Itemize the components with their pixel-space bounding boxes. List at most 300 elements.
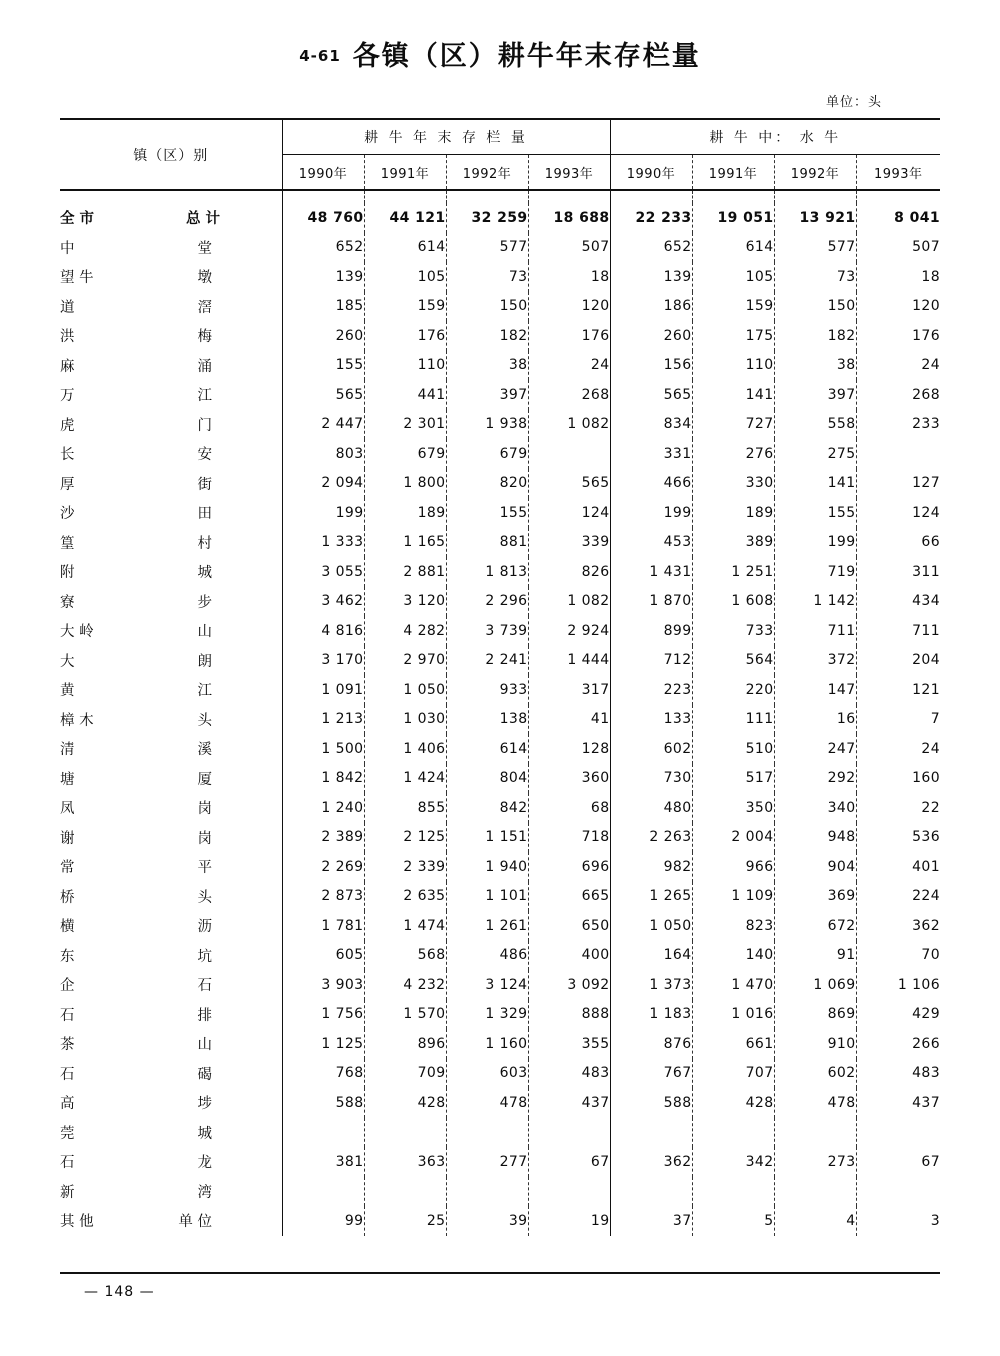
table-row-total	[60, 203, 940, 233]
table-number: 4-61	[299, 47, 341, 65]
cell-1993b: 24	[856, 351, 940, 381]
cell-1991b: 614	[692, 233, 774, 263]
cell-1991b: 428	[692, 1088, 774, 1118]
cell-1993b: 437	[856, 1088, 940, 1118]
cell-1993a: 665	[528, 882, 610, 912]
cell-1992b: 199	[774, 528, 856, 558]
row-label-left: 虎	[60, 417, 75, 434]
cell-1990b: 1 265	[610, 882, 692, 912]
row-label-right: 总 计	[185, 211, 220, 228]
cell-1993a: 437	[528, 1088, 610, 1118]
row-label-left: 寮	[60, 594, 75, 611]
group-header-1: 耕 牛 中： 水 牛	[610, 119, 940, 155]
cell-1992a: 39	[446, 1206, 528, 1236]
row-label	[60, 734, 282, 764]
cell-1993a: 3 092	[528, 970, 610, 1000]
cell-1990a: 1 125	[282, 1029, 364, 1059]
cell-1993b: 536	[856, 823, 940, 853]
table-row	[60, 410, 940, 440]
cell-1990b: 652	[610, 233, 692, 263]
cell-1990b: 1 373	[610, 970, 692, 1000]
row-label-left: 凤	[60, 801, 75, 818]
cell-1992b: 1 142	[774, 587, 856, 617]
cell-total-1992b: 13 921	[774, 203, 856, 233]
row-label-right: 城	[197, 1125, 212, 1142]
cell-1990b: 899	[610, 616, 692, 646]
row-label-left: 高	[60, 1096, 75, 1113]
cell-1992a: 820	[446, 469, 528, 499]
cell-total-1991a: 44 121	[364, 203, 446, 233]
cell-1990b: 362	[610, 1147, 692, 1177]
row-label	[60, 941, 282, 971]
row-label-left: 横	[60, 919, 75, 936]
row-label-right: 岗	[197, 801, 212, 818]
cell-1993a: 507	[528, 233, 610, 263]
footer	[60, 1272, 940, 1300]
cell-1992a: 38	[446, 351, 528, 381]
table-row	[60, 498, 940, 528]
table-row	[60, 970, 940, 1000]
cell-1990b: 982	[610, 852, 692, 882]
row-label-left: 沙	[60, 506, 75, 523]
year-header-1992a: 1992年	[446, 155, 528, 191]
cell-1990a: 3 170	[282, 646, 364, 676]
year-header-1991b: 1991年	[692, 155, 774, 191]
table-row	[60, 675, 940, 705]
row-label-right: 墩	[197, 270, 212, 287]
stub-header: 镇（区）别	[60, 119, 282, 190]
cell-1990a: 1 781	[282, 911, 364, 941]
cell-1993a: 120	[528, 292, 610, 322]
cell-1993a: 317	[528, 675, 610, 705]
cell-1992a: 478	[446, 1088, 528, 1118]
cell-1990a: 139	[282, 262, 364, 292]
cell-1991a: 105	[364, 262, 446, 292]
cell-1990b: 186	[610, 292, 692, 322]
row-label-left: 石	[60, 1007, 75, 1024]
cell-1992b: 904	[774, 852, 856, 882]
unit-note: 单位：头	[825, 95, 882, 110]
row-label-left: 桥	[60, 889, 75, 906]
cell-1990b: 139	[610, 262, 692, 292]
cell-1991a: 855	[364, 793, 446, 823]
cell-1991b: 510	[692, 734, 774, 764]
row-label	[60, 852, 282, 882]
cell-1991a: 3 120	[364, 587, 446, 617]
cell-1992b: 672	[774, 911, 856, 941]
cell-total-1991b: 19 051	[692, 203, 774, 233]
cell-1992b: 16	[774, 705, 856, 735]
cell-1993a	[528, 1118, 610, 1148]
table-row	[60, 1177, 940, 1207]
cell-1990a: 2 873	[282, 882, 364, 912]
table-row	[60, 793, 940, 823]
row-label	[60, 1059, 282, 1089]
cell-1993a: 128	[528, 734, 610, 764]
cell-1992b: 602	[774, 1059, 856, 1089]
page-title: 各镇（区）耕牛年末存栏量	[352, 41, 701, 72]
cell-1991b: 5	[692, 1206, 774, 1236]
cell-1992a	[446, 1177, 528, 1207]
cell-1993a: 1 082	[528, 410, 610, 440]
row-label-left: 篁	[60, 535, 75, 552]
cell-1993a: 650	[528, 911, 610, 941]
cell-1992b	[774, 1118, 856, 1148]
cell-1992a: 1 160	[446, 1029, 528, 1059]
cell-1993b: 1 106	[856, 970, 940, 1000]
cell-1993a: 18	[528, 262, 610, 292]
row-label	[60, 970, 282, 1000]
cell-1992b: 558	[774, 410, 856, 440]
cell-1993a: 176	[528, 321, 610, 351]
header-group-row	[60, 119, 940, 155]
cell-1991a: 4 282	[364, 616, 446, 646]
row-label	[60, 557, 282, 587]
cell-1990a: 1 842	[282, 764, 364, 794]
cell-1993a: 400	[528, 941, 610, 971]
row-label-right: 坑	[197, 948, 212, 965]
cell-1992b: 273	[774, 1147, 856, 1177]
cell-1991b: 140	[692, 941, 774, 971]
cell-1991a: 1 570	[364, 1000, 446, 1030]
row-label-right: 门	[197, 417, 212, 434]
cell-1991b: 1 251	[692, 557, 774, 587]
cell-1992b: 948	[774, 823, 856, 853]
cell-1991b: 330	[692, 469, 774, 499]
cell-1991b: 1 109	[692, 882, 774, 912]
cell-1991b: 823	[692, 911, 774, 941]
cell-1991b: 342	[692, 1147, 774, 1177]
cell-1993b: 266	[856, 1029, 940, 1059]
row-label-right: 厦	[197, 771, 212, 788]
cell-1993a: 826	[528, 557, 610, 587]
cell-1991a: 709	[364, 1059, 446, 1089]
cell-1992a	[446, 1118, 528, 1148]
cell-1993a: 2 924	[528, 616, 610, 646]
row-label	[60, 705, 282, 735]
row-label	[60, 528, 282, 558]
cell-1991a: 2 339	[364, 852, 446, 882]
rule-c7	[774, 190, 856, 203]
row-label	[60, 764, 282, 794]
row-label	[60, 1000, 282, 1030]
row-label-left: 茶	[60, 1037, 75, 1054]
row-label-right: 梅	[197, 329, 212, 346]
cell-1990b: 1 050	[610, 911, 692, 941]
cell-1992b: 372	[774, 646, 856, 676]
cell-1991b: 111	[692, 705, 774, 735]
cell-1990b	[610, 1118, 692, 1148]
cell-1992b: 141	[774, 469, 856, 499]
cell-1990a: 2 094	[282, 469, 364, 499]
cell-1993b: 124	[856, 498, 940, 528]
table-row	[60, 351, 940, 381]
row-label-left: 常	[60, 860, 75, 877]
row-label	[60, 1147, 282, 1177]
data-table	[60, 118, 940, 1236]
cell-1992a: 486	[446, 941, 528, 971]
cell-1991a: 2 635	[364, 882, 446, 912]
row-label-right: 排	[197, 1007, 212, 1024]
year-header-1991a: 1991年	[364, 155, 446, 191]
cell-1992a: 1 101	[446, 882, 528, 912]
row-label	[60, 321, 282, 351]
year-header-1993a: 1993年	[528, 155, 610, 191]
row-label-right: 平	[197, 860, 212, 877]
cell-1990a: 588	[282, 1088, 364, 1118]
cell-1992a: 1 813	[446, 557, 528, 587]
cell-1990a: 1 756	[282, 1000, 364, 1030]
cell-1993a: 888	[528, 1000, 610, 1030]
cell-1991b: 661	[692, 1029, 774, 1059]
row-label-left: 大	[60, 653, 75, 670]
row-label-right: 城	[197, 565, 212, 582]
cell-1993a: 41	[528, 705, 610, 735]
row-label	[60, 1029, 282, 1059]
cell-1991a: 1 800	[364, 469, 446, 499]
table-row	[60, 469, 940, 499]
cell-1992a: 138	[446, 705, 528, 735]
row-label-left: 黄	[60, 683, 75, 700]
table-row	[60, 439, 940, 469]
cell-1991b: 564	[692, 646, 774, 676]
table-row	[60, 1029, 940, 1059]
cell-1993b: 18	[856, 262, 940, 292]
cell-1991a	[364, 1177, 446, 1207]
table-row	[60, 823, 940, 853]
row-label-left: 望 牛	[60, 270, 94, 287]
cell-1993b	[856, 1177, 940, 1207]
table-row	[60, 734, 940, 764]
row-label	[60, 911, 282, 941]
cell-1991b: 727	[692, 410, 774, 440]
cell-1992b: 73	[774, 262, 856, 292]
row-label-left: 其 他	[60, 1214, 94, 1231]
cell-1992b: 910	[774, 1029, 856, 1059]
row-label-left: 洪	[60, 329, 75, 346]
cell-1990b: 876	[610, 1029, 692, 1059]
rule-c4	[528, 190, 610, 203]
row-label-left: 附	[60, 565, 75, 582]
cell-1993b: 66	[856, 528, 940, 558]
cell-1990b: 588	[610, 1088, 692, 1118]
cell-1993b	[856, 439, 940, 469]
cell-1992a: 933	[446, 675, 528, 705]
cell-1991b: 966	[692, 852, 774, 882]
cell-1993b: 224	[856, 882, 940, 912]
row-label-right: 山	[197, 1037, 212, 1054]
cell-1990b: 2 263	[610, 823, 692, 853]
table-row	[60, 557, 940, 587]
row-label-left: 谢	[60, 830, 75, 847]
page	[0, 34, 1000, 1356]
cell-1990b: 133	[610, 705, 692, 735]
cell-1993b: 483	[856, 1059, 940, 1089]
cell-1992a: 679	[446, 439, 528, 469]
cell-1990a: 4 816	[282, 616, 364, 646]
cell-1990a	[282, 1177, 364, 1207]
rule-c5	[610, 190, 692, 203]
cell-1992b: 397	[774, 380, 856, 410]
cell-1990b: 480	[610, 793, 692, 823]
row-label-right: 安	[197, 447, 212, 464]
cell-1993b: 70	[856, 941, 940, 971]
cell-1991a: 896	[364, 1029, 446, 1059]
row-label	[60, 1206, 282, 1236]
row-label-right: 头	[197, 712, 212, 729]
row-label	[60, 793, 282, 823]
cell-1992b: 719	[774, 557, 856, 587]
cell-1990a: 3 055	[282, 557, 364, 587]
cell-1991a: 110	[364, 351, 446, 381]
cell-1991b	[692, 1118, 774, 1148]
cell-1993a	[528, 439, 610, 469]
cell-1992a: 277	[446, 1147, 528, 1177]
cell-1992b: 38	[774, 351, 856, 381]
cell-1990b: 199	[610, 498, 692, 528]
cell-1990a: 3 462	[282, 587, 364, 617]
table-row	[60, 1118, 940, 1148]
cell-1990a: 2 269	[282, 852, 364, 882]
row-label	[60, 262, 282, 292]
table-row	[60, 380, 940, 410]
cell-1991a: 2 881	[364, 557, 446, 587]
cell-1992a: 2 296	[446, 587, 528, 617]
cell-1991a: 1 406	[364, 734, 446, 764]
cell-1990b: 1 431	[610, 557, 692, 587]
table-row	[60, 911, 940, 941]
cell-1992a: 1 938	[446, 410, 528, 440]
cell-1990b: 260	[610, 321, 692, 351]
row-label	[60, 292, 282, 322]
cell-1992b: 711	[774, 616, 856, 646]
cell-1990a: 199	[282, 498, 364, 528]
year-header-1990a: 1990年	[282, 155, 364, 191]
table-row	[60, 616, 940, 646]
row-label	[60, 616, 282, 646]
cell-1993a: 483	[528, 1059, 610, 1089]
rule-stub	[60, 190, 282, 203]
cell-1993a: 1 082	[528, 587, 610, 617]
cell-1992a: 2 241	[446, 646, 528, 676]
cell-1991b: 1 470	[692, 970, 774, 1000]
cell-1991b: 276	[692, 439, 774, 469]
cell-1992a: 577	[446, 233, 528, 263]
table-row	[60, 587, 940, 617]
year-header-1990b: 1990年	[610, 155, 692, 191]
cell-1992b: 340	[774, 793, 856, 823]
cell-1993a: 268	[528, 380, 610, 410]
row-label	[60, 233, 282, 263]
cell-1991a: 2 970	[364, 646, 446, 676]
table-row	[60, 528, 940, 558]
cell-1991a	[364, 1118, 446, 1148]
cell-1992a: 3 124	[446, 970, 528, 1000]
cell-1990a: 3 903	[282, 970, 364, 1000]
cell-1991b: 110	[692, 351, 774, 381]
cell-1990b: 223	[610, 675, 692, 705]
cell-1990a: 803	[282, 439, 364, 469]
cell-1992a: 1 329	[446, 1000, 528, 1030]
cell-1990a: 2 389	[282, 823, 364, 853]
row-label	[60, 351, 282, 381]
header-bottom-rule	[60, 190, 940, 203]
rule-c3	[446, 190, 528, 203]
cell-1990b: 453	[610, 528, 692, 558]
cell-1992b: 91	[774, 941, 856, 971]
cell-1992a: 397	[446, 380, 528, 410]
cell-1993a: 696	[528, 852, 610, 882]
cell-1992b: 478	[774, 1088, 856, 1118]
cell-1991a: 189	[364, 498, 446, 528]
year-header-1993b: 1993年	[856, 155, 940, 191]
cell-1993b: 711	[856, 616, 940, 646]
row-label	[60, 882, 282, 912]
row-label-left: 道	[60, 299, 75, 316]
table-row	[60, 292, 940, 322]
row-label-right: 江	[197, 683, 212, 700]
table-row	[60, 1059, 940, 1089]
cell-1993b: 67	[856, 1147, 940, 1177]
cell-1990a: 1 213	[282, 705, 364, 735]
row-label-right: 街	[197, 476, 212, 493]
cell-1991a: 2 301	[364, 410, 446, 440]
cell-1991a: 2 125	[364, 823, 446, 853]
table-row	[60, 764, 940, 794]
row-label-right: 沥	[197, 919, 212, 936]
cell-total-1990a: 48 760	[282, 203, 364, 233]
year-header-1992b: 1992年	[774, 155, 856, 191]
cell-1993a: 67	[528, 1147, 610, 1177]
cell-1990b	[610, 1177, 692, 1207]
cell-1992b: 155	[774, 498, 856, 528]
cell-1990b: 767	[610, 1059, 692, 1089]
cell-1993b: 507	[856, 233, 940, 263]
cell-1993b: 7	[856, 705, 940, 735]
rule-c1	[282, 190, 364, 203]
cell-1992b: 147	[774, 675, 856, 705]
row-label-right: 埗	[197, 1096, 212, 1113]
cell-1992b: 247	[774, 734, 856, 764]
row-label-left: 新	[60, 1184, 75, 1201]
cell-1990a: 381	[282, 1147, 364, 1177]
row-label	[60, 823, 282, 853]
table-row	[60, 705, 940, 735]
cell-1991a: 614	[364, 233, 446, 263]
cell-1990b: 164	[610, 941, 692, 971]
cell-1990a: 565	[282, 380, 364, 410]
cell-1990b: 1 183	[610, 1000, 692, 1030]
cell-1990a	[282, 1118, 364, 1148]
cell-1991b: 389	[692, 528, 774, 558]
cell-1991b: 1 016	[692, 1000, 774, 1030]
row-label	[60, 410, 282, 440]
cell-1991a: 1 424	[364, 764, 446, 794]
cell-1992b: 369	[774, 882, 856, 912]
cell-1992b: 275	[774, 439, 856, 469]
row-label-left: 企	[60, 978, 75, 995]
cell-1993a: 19	[528, 1206, 610, 1236]
cell-1990b: 602	[610, 734, 692, 764]
row-label	[60, 203, 282, 233]
footer-rule	[60, 1272, 940, 1274]
cell-1990a: 768	[282, 1059, 364, 1089]
cell-1992a: 804	[446, 764, 528, 794]
row-label-left: 中	[60, 240, 75, 257]
row-label-left: 大 岭	[60, 624, 94, 641]
row-label-right: 溪	[197, 742, 212, 759]
cell-1992b: 1 069	[774, 970, 856, 1000]
